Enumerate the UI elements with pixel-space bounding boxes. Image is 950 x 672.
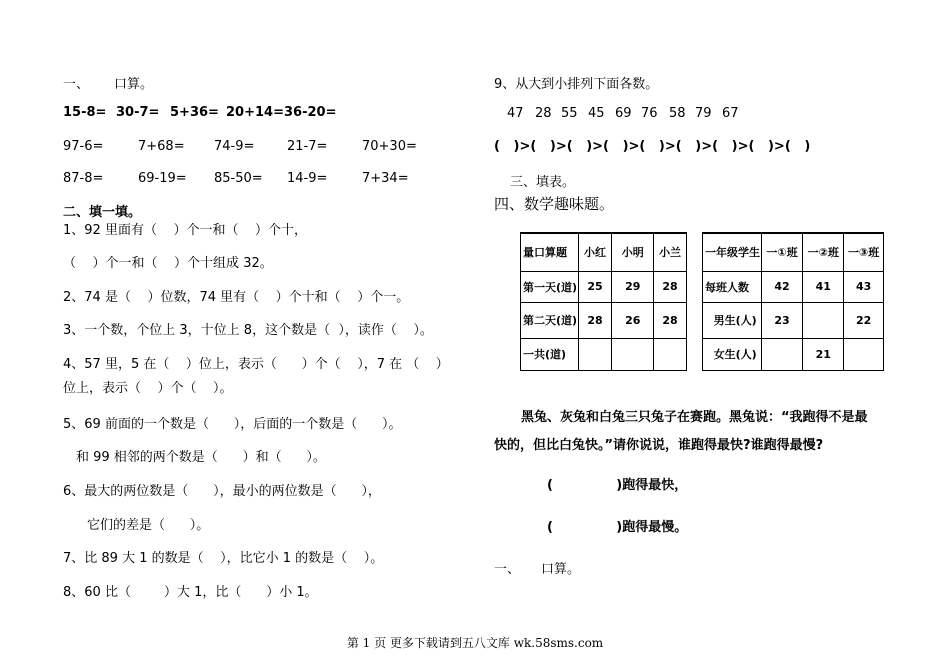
number-item: 69 [615,106,632,121]
number-item: 47 [507,106,524,121]
story-line-1: 黑兔、灰兔和白兔三只兔子在赛跑。黑兔说：“我跑得不是最 [521,410,868,425]
table-cell: 22 [844,302,884,338]
calc-item: 85-50= [214,171,263,186]
table-cell [578,338,612,370]
table-header-row [521,233,687,271]
number-item: 45 [588,106,605,121]
table-header-row [703,233,884,271]
section-2-title: 二、填一填。 [63,205,142,220]
section-1-number: 一、 [63,77,90,92]
question-9: 9、从大到小排列下面各数。 [494,77,659,92]
calc-item: 15-8= [63,105,107,120]
calc-item: 69-19= [138,171,187,186]
question-5a: 5、69 前面的一个数是（ ），后面的一个数是（ ）。 [63,417,402,432]
question-6a: 6、最大的两位数是（ ），最小的两位数是（ ）， [63,484,381,499]
question-6b: 它们的差是（ ）。 [87,518,210,533]
table-cell [654,338,687,370]
calc-item: 14-9= [287,171,328,186]
section-4-title: 四、数学趣味题。 [494,195,615,213]
calc-item: 20+14= [226,105,284,120]
calc-item: 7+34= [362,171,409,186]
number-item: 58 [669,106,686,121]
table-cell: 43 [844,271,884,302]
table-cell: 28 [578,302,612,338]
table-cell: 28 [654,302,687,338]
table-cell: 每班人数 [703,271,762,302]
calc-item: 7+68= [138,139,185,154]
question-4a: 4、57 里，5 在（ ）位上，表示（ ）个（ ），7 在 （ ） [63,357,449,372]
table-cell: 41 [803,271,844,302]
number-item: 76 [641,106,658,121]
table-cell: 29 [612,271,654,302]
section-3-title: 三、填表。 [510,175,576,190]
number-item: 55 [561,106,578,121]
calc-item: 30-7= [116,105,160,120]
table-cell: 21 [803,338,844,370]
story-line-2: 快的，但比白兔快。”请你说说，谁跑得最快?谁跑得最慢? [494,438,824,453]
calc-item: 21-7= [287,139,328,154]
table-cell: 28 [654,271,687,302]
question-7: 7、比 89 大 1 的数是（ ），比它小 1 的数是（ ）。 [63,551,384,566]
table-cell [844,338,884,370]
table-header-cell: 小红 [578,233,612,271]
calc-item: 87-8= [63,171,104,186]
table-header-cell: 一年级学生 [703,233,762,271]
table-header-cell: 小明 [612,233,654,271]
table-cell: 一共(道) [521,338,579,370]
table-row [521,338,687,370]
ordering-blanks: ( )>( )>( )>( )>( )>( )>( )>( )>( ) [494,139,811,154]
question-1b: （ ）个一和（ ）个十组成 32。 [63,256,273,271]
table-students [702,232,884,371]
question-3: 3、一个数，个位上 3，十位上 8，这个数是（ ），读作（ ）。 [63,323,433,338]
number-item: 79 [695,106,712,121]
calc-item: 5+36= [170,105,219,120]
number-item: 28 [535,106,552,121]
calc-item: 36-20= [284,105,337,120]
question-5b: 和 99 相邻的两个数是（ ）和（ ）。 [76,450,326,465]
calc-item: 74-9= [214,139,255,154]
table-cell: 42 [761,271,803,302]
table-cell: 26 [612,302,654,338]
table-cell: 23 [761,302,803,338]
page-footer: 第 1 页 更多下载请到五八文库 wk.58sms.com [346,636,604,650]
repeat-section-title: 口算。 [541,562,581,577]
answer-slowest: ( )跑得最慢。 [547,520,688,535]
table-cell: 第二天(道) [521,302,579,338]
table-cell: 第一天(道) [521,271,579,302]
table-cell [803,302,844,338]
table-row [703,302,884,338]
table-row [521,302,687,338]
number-item: 67 [722,106,739,121]
question-4b: 位上，表示（ ）个（ ）。 [63,381,233,396]
answer-fastest: ( )跑得最快， [547,478,688,493]
table-header-cell: 一①班 [761,233,803,271]
table-header-cell: 一②班 [803,233,844,271]
table-row [703,271,884,302]
table-cell [612,338,654,370]
calc-item: 70+30= [362,139,417,154]
table-exercises [520,232,687,371]
question-8: 8、60 比（ ）大 1，比（ ）小 1。 [63,585,318,600]
table-cell: 女生(人) [703,338,762,370]
table-row [521,271,687,302]
table-header-cell: 量口算题 [521,233,579,271]
table-header-cell: 一③班 [844,233,884,271]
table-row [703,338,884,370]
section-1-title: 口算。 [114,77,154,92]
table-cell: 25 [578,271,612,302]
question-1a: 1、92 里面有（ ）个一和（ ）个十， [63,223,308,238]
repeat-section-number: 一、 [494,562,521,577]
table-header-cell: 小兰 [654,233,687,271]
calc-item: 97-6= [63,139,104,154]
question-2: 2、74 是（ ）位数，74 里有（ ）个十和（ ）个一。 [63,290,410,305]
table-cell [761,338,803,370]
table-cell: 男生(人) [703,302,762,338]
